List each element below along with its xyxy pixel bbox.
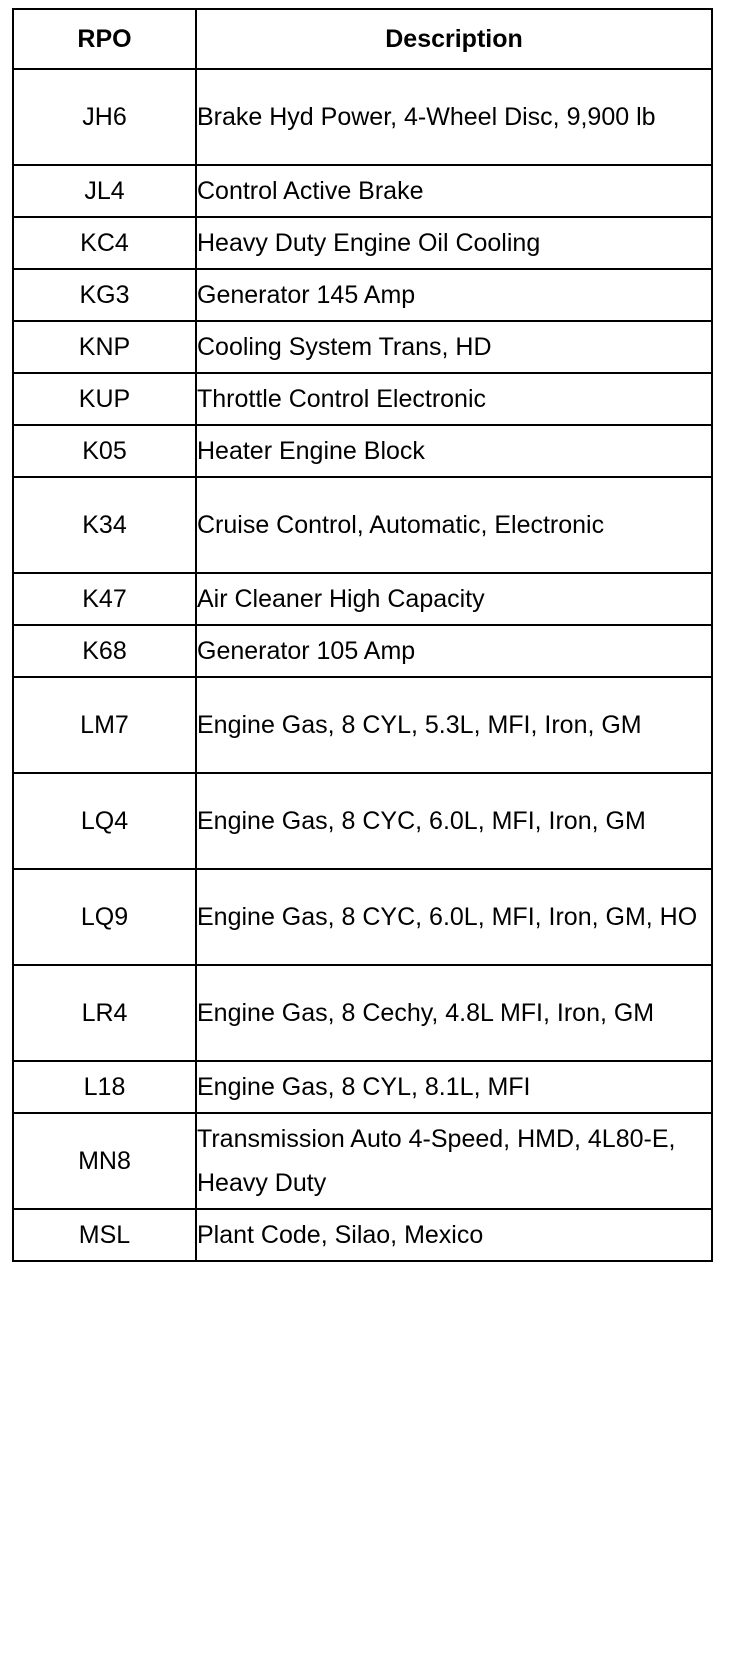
table-row [13,677,712,773]
rpo-code: KG3 [13,269,196,321]
table-row [13,321,712,373]
rpo-description: Engine Gas, 8 CYC, 6.0L, MFI, Iron, GM, HO [196,869,712,965]
rpo-description: Heavy Duty Engine Oil Cooling [196,217,712,269]
rpo-description: Engine Gas, 8 CYC, 6.0L, MFI, Iron, GM [196,773,712,869]
table-row [13,217,712,269]
rpo-description: Cruise Control, Automatic, Electronic [196,477,712,573]
header-description: Description [196,9,712,69]
rpo-description: Engine Gas, 8 CYL, 8.1L, MFI [196,1061,712,1113]
table-row [13,965,712,1061]
rpo-code: JH6 [13,69,196,165]
rpo-code: JL4 [13,165,196,217]
rpo-description: Plant Code, Silao, Mexico [196,1209,712,1261]
table-row [13,425,712,477]
table-row [13,1113,712,1209]
rpo-code: K68 [13,625,196,677]
table-row [13,773,712,869]
table-row [13,1209,712,1261]
rpo-code: KC4 [13,217,196,269]
rpo-table [12,8,713,1262]
rpo-description: Throttle Control Electronic [196,373,712,425]
rpo-code: LR4 [13,965,196,1061]
rpo-description: Air Cleaner High Capacity [196,573,712,625]
rpo-description: Cooling System Trans, HD [196,321,712,373]
rpo-code: L18 [13,1061,196,1113]
table-row [13,625,712,677]
rpo-description: Generator 105 Amp [196,625,712,677]
rpo-code: KUP [13,373,196,425]
rpo-description: Transmission Auto 4-Speed, HMD, 4L80-E, Heavy Duty [196,1113,712,1209]
rpo-description: Generator 145 Amp [196,269,712,321]
table-row [13,869,712,965]
rpo-code: K34 [13,477,196,573]
table-row [13,69,712,165]
rpo-description: Control Active Brake [196,165,712,217]
rpo-description: Brake Hyd Power, 4-Wheel Disc, 9,900 lb [196,69,712,165]
table-row [13,373,712,425]
table-row [13,269,712,321]
table-row [13,573,712,625]
rpo-description: Heater Engine Block [196,425,712,477]
header-rpo: RPO [13,9,196,69]
rpo-code: K47 [13,573,196,625]
table-header-row [13,9,712,69]
table-row [13,1061,712,1113]
table-row [13,165,712,217]
rpo-code: MSL [13,1209,196,1261]
rpo-code: KNP [13,321,196,373]
rpo-description: Engine Gas, 8 CYL, 5.3L, MFI, Iron, GM [196,677,712,773]
rpo-code: LQ4 [13,773,196,869]
rpo-code: K05 [13,425,196,477]
rpo-code: LQ9 [13,869,196,965]
rpo-code: LM7 [13,677,196,773]
rpo-description: Engine Gas, 8 Cechy, 4.8L MFI, Iron, GM [196,965,712,1061]
table-row [13,477,712,573]
rpo-code: MN8 [13,1113,196,1209]
